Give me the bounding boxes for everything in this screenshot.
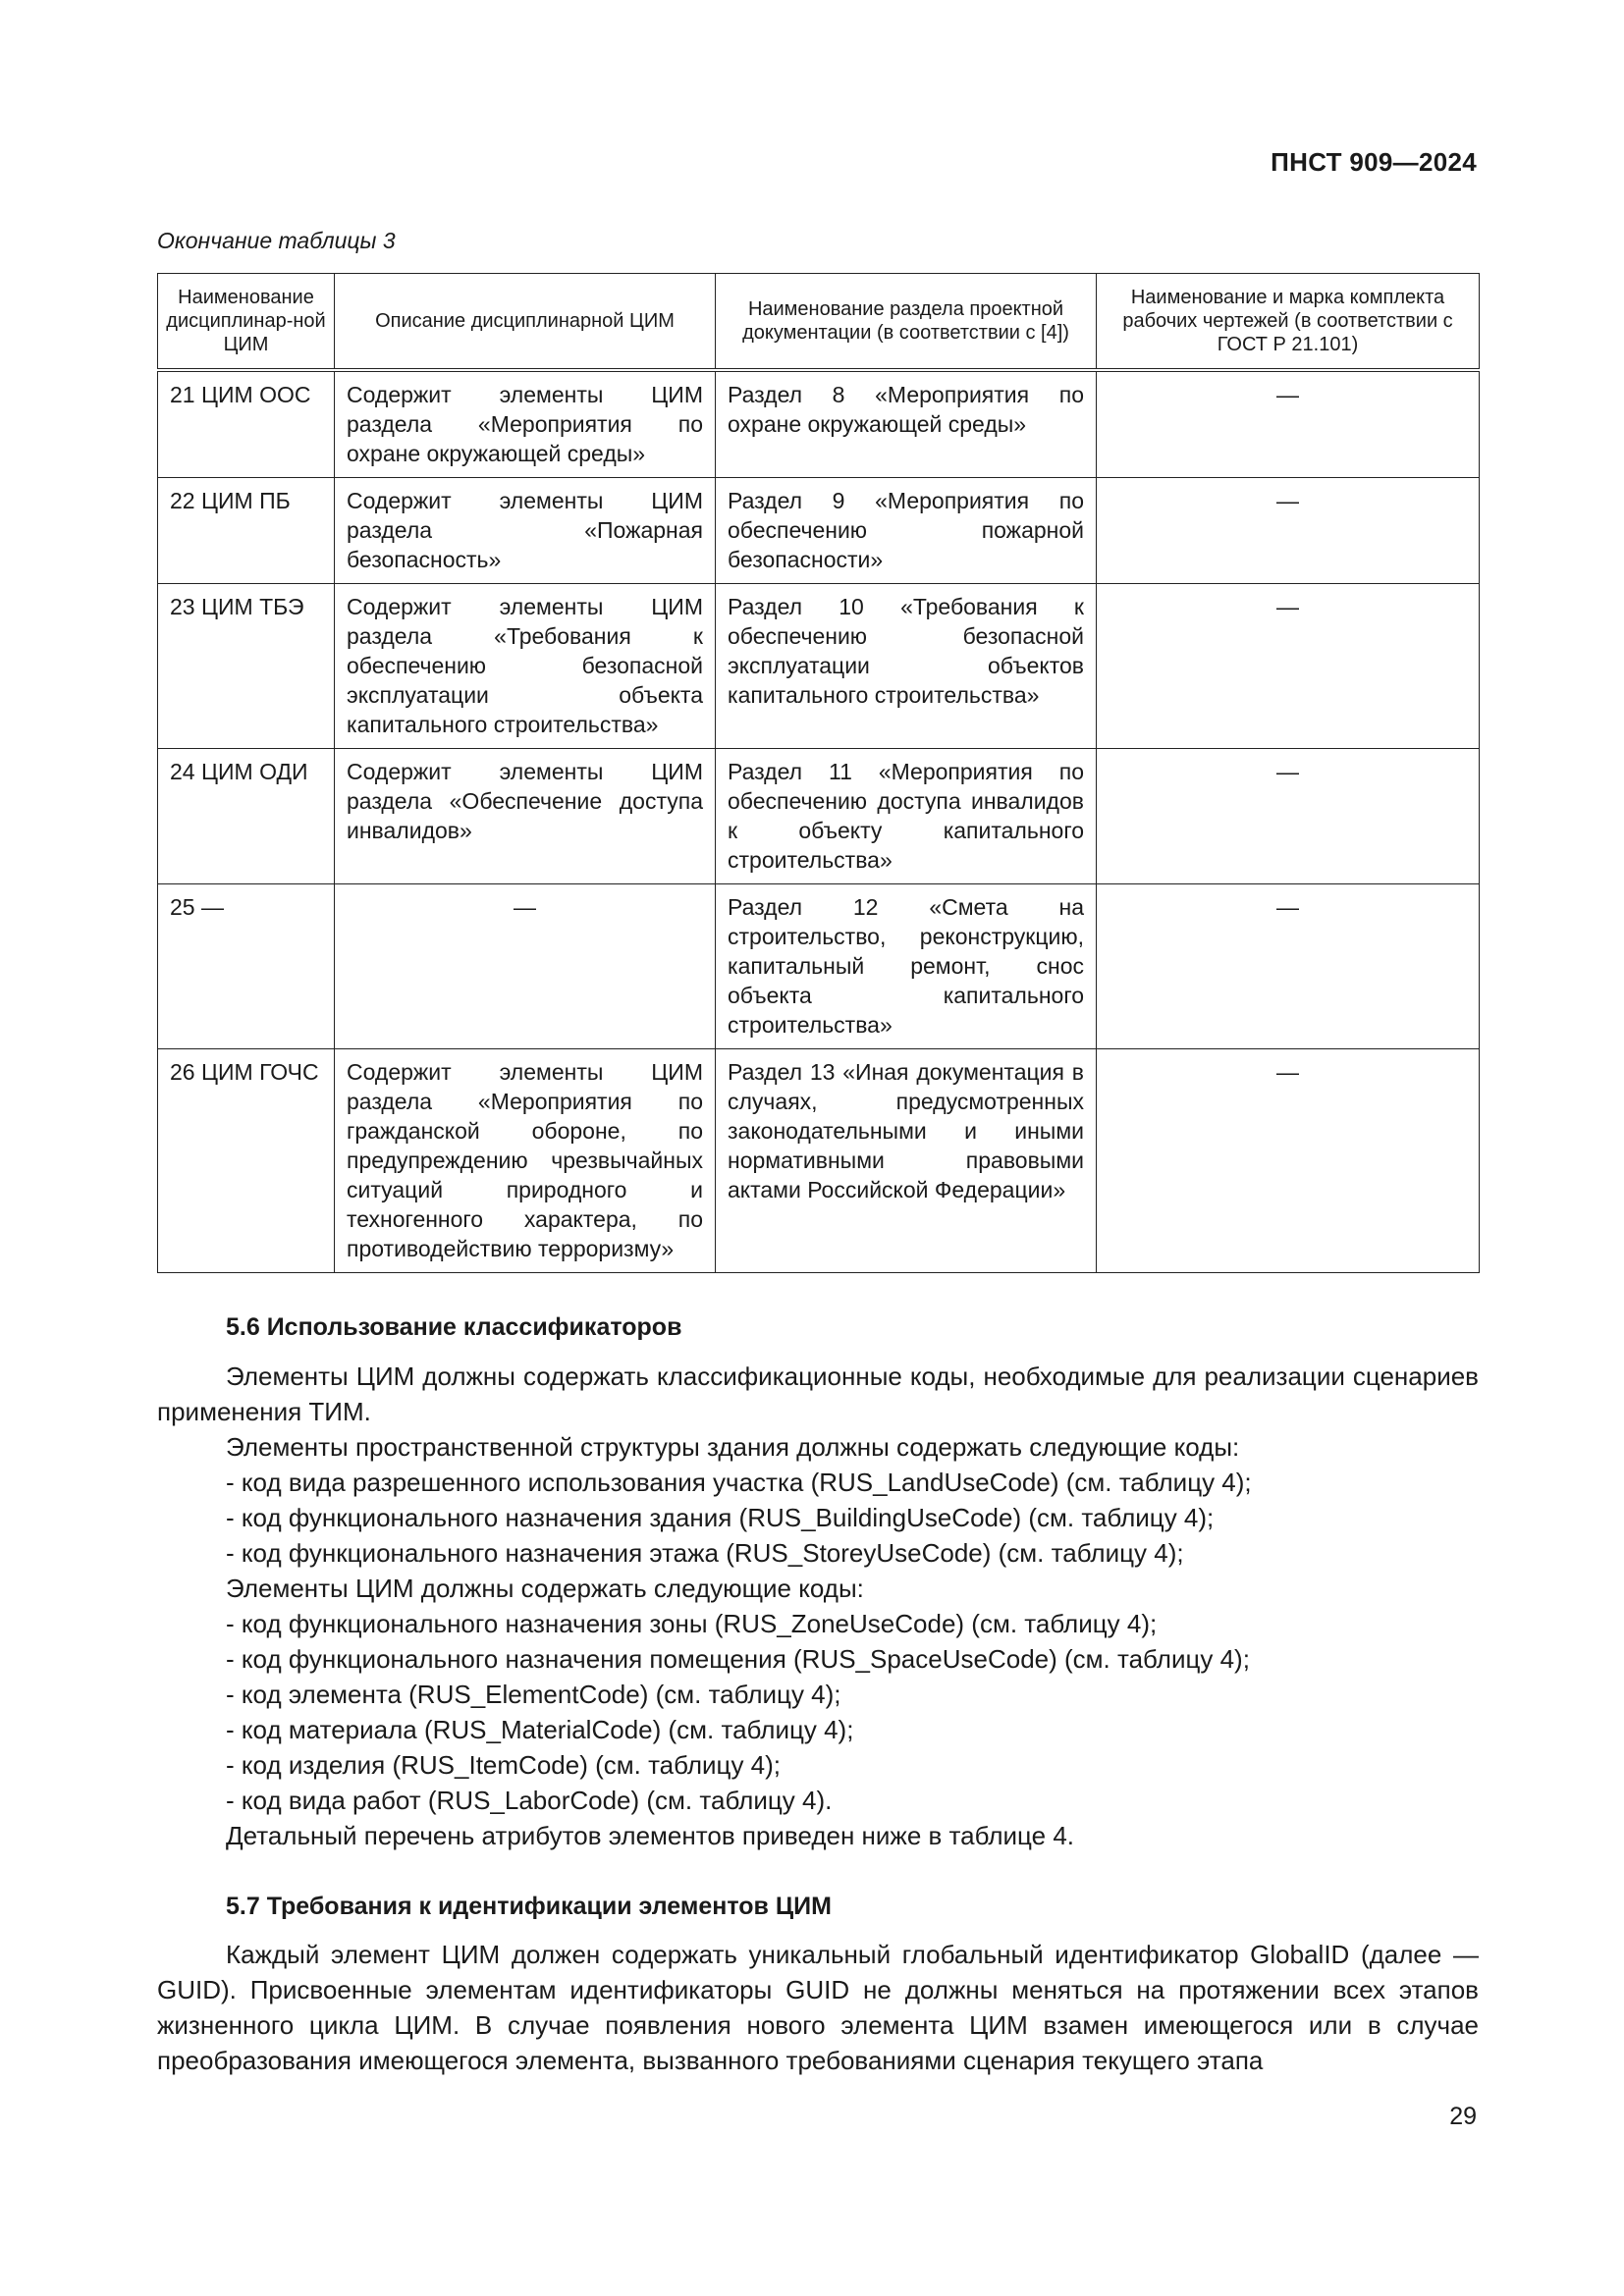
cell-section: Раздел 11 «Мероприятия по обеспечению доступа инвалидов к объекту капитального строительства» — [716, 749, 1097, 884]
cell-model-name: 21 ЦИМ ООС — [158, 370, 335, 478]
cell-drawings: — — [1097, 478, 1480, 584]
disciplinary-models-table — [157, 273, 1480, 1273]
cell-drawings: — — [1097, 884, 1480, 1049]
table-row — [158, 478, 1480, 584]
cell-model-name: 26 ЦИМ ГОЧС — [158, 1049, 335, 1273]
list-item: - код материала (RUS_MaterialCode) (см. таблицу 4); — [226, 1715, 854, 1744]
list-item: - код функционального назначения зоны (RUS_ZoneUseCode) (см. таблицу 4); — [226, 1609, 1158, 1638]
column-header-description: Описание дисциплинарной ЦИМ — [335, 274, 716, 371]
cell-drawings: — — [1097, 584, 1480, 749]
cell-section: Раздел 13 «Иная документация в случаях, предусмотренных законодательными и иными нормативными правовыми актами Российской Федерации» — [716, 1049, 1097, 1273]
section-heading-5-6: 5.6 Использование классификаторов — [226, 1313, 682, 1341]
section-heading-5-7: 5.7 Требования к идентификации элементов ЦИМ — [226, 1893, 832, 1920]
cell-drawings: — — [1097, 1049, 1480, 1273]
cell-model-name: 24 ЦИМ ОДИ — [158, 749, 335, 884]
table-row — [158, 1049, 1480, 1273]
page-number: 29 — [1449, 2103, 1477, 2130]
cell-description: Содержит элементы ЦИМ раздела «Пожарная безопасность» — [335, 478, 716, 584]
list-item: - код функционального назначения здания (RUS_BuildingUseCode) (см. таблицу 4); — [226, 1503, 1215, 1532]
cell-description: Содержит элементы ЦИМ раздела «Мероприятия по гражданской обороне, по предупреждению чрезвычайных ситуаций природного и техногенного характера, по противодействию терроризму» — [335, 1049, 716, 1273]
cell-description: Содержит элементы ЦИМ раздела «Мероприятия по охране окружающей среды» — [335, 370, 716, 478]
cell-drawings: — — [1097, 749, 1480, 884]
cell-description: — — [335, 884, 716, 1049]
table-row — [158, 584, 1480, 749]
cell-description: Содержит элементы ЦИМ раздела «Требования к обеспечению безопасной эксплуатации объекта капитального строительства» — [335, 584, 716, 749]
cell-model-name: 22 ЦИМ ПБ — [158, 478, 335, 584]
list-item: - код функционального назначения этажа (RUS_StoreyUseCode) (см. таблицу 4); — [226, 1538, 1184, 1568]
list-item: - код элемента (RUS_ElementCode) (см. таблицу 4); — [226, 1680, 841, 1709]
paragraph-guid: Каждый элемент ЦИМ должен содержать уникальный глобальный идентификатор GlobalID (далее — GUID). Присвоенные элементам идентификаторы GUID не должны меняться на протяжении всех этапов жизненного цикла ЦИМ. В случае появления нового элемента ЦИМ взамен имеющегося или в случае преобразования имеющегося элемента, вызванного требованиями сценария текущего этапа — [157, 1940, 1479, 2075]
table-row — [158, 884, 1480, 1049]
cell-model-name: 23 ЦИМ ТБЭ — [158, 584, 335, 749]
table-row — [158, 370, 1480, 478]
cell-drawings: — — [1097, 370, 1480, 478]
list-item: - код вида разрешенного использования участка (RUS_LandUseCode) (см. таблицу 4); — [226, 1468, 1252, 1497]
document-code: ПНСТ 909—2024 — [1271, 147, 1477, 177]
cell-section: Раздел 9 «Мероприятия по обеспечению пожарной безопасности» — [716, 478, 1097, 584]
cell-section: Раздел 12 «Смета на строительство, реконструкцию, капитальный ремонт, снос объекта капитального строительства» — [716, 884, 1097, 1049]
table-caption: Окончание таблицы 3 — [157, 228, 396, 253]
table-header-row — [158, 274, 1480, 371]
cell-section: Раздел 10 «Требования к обеспечению безопасной эксплуатации объектов капитального строительства» — [716, 584, 1097, 749]
cell-description: Содержит элементы ЦИМ раздела «Обеспечение доступа инвалидов» — [335, 749, 716, 884]
section-5-6-body — [157, 1359, 1479, 1853]
list-item: - код изделия (RUS_ItemCode) (см. таблицу 4); — [226, 1750, 782, 1780]
list-item: - код функционального назначения помещения (RUS_SpaceUseCode) (см. таблицу 4); — [226, 1644, 1250, 1674]
list-item: - код вида работ (RUS_LaborCode) (см. таблицу 4). — [226, 1786, 833, 1815]
paragraph-spatial-intro: Элементы пространственной структуры здания должны содержать следующие коды: — [226, 1432, 1240, 1462]
column-header-name: Наименование дисциплинар-ной ЦИМ — [158, 274, 335, 371]
table-row — [158, 749, 1480, 884]
paragraph-closing: Детальный перечень атрибутов элементов приведен ниже в таблице 4. — [226, 1821, 1075, 1850]
column-header-drawings: Наименование и марка комплекта рабочих чертежей (в соответствии с ГОСТ Р 21.101) — [1097, 274, 1480, 371]
paragraph-elements-intro: Элементы ЦИМ должны содержать следующие коды: — [226, 1574, 864, 1603]
cell-model-name: 25 — — [158, 884, 335, 1049]
paragraph-intro: Элементы ЦИМ должны содержать классификационные коды, необходимые для реализации сценариев применения ТИМ. — [157, 1362, 1479, 1426]
cell-section: Раздел 8 «Мероприятия по охране окружающей среды» — [716, 370, 1097, 478]
section-5-7-body — [157, 1937, 1479, 2078]
column-header-section: Наименование раздела проектной документации (в соответствии с [4]) — [716, 274, 1097, 371]
